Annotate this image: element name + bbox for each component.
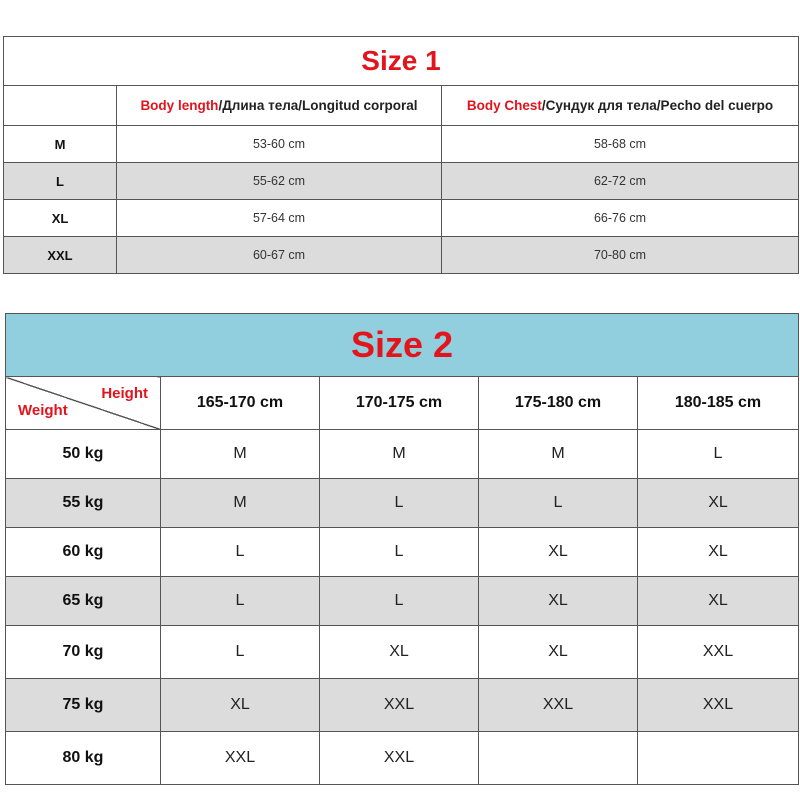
body-chest-value: 58-68 cm <box>442 126 799 163</box>
body-chest-value: 66-76 cm <box>442 200 799 237</box>
size1-table <box>3 36 799 274</box>
size-cell: XL <box>638 479 799 528</box>
size-cell: XL <box>638 528 799 577</box>
height-header: 180-185 cm <box>638 377 799 430</box>
body-length-value: 53-60 cm <box>117 126 442 163</box>
table-row <box>4 126 799 163</box>
size-cell: XXL <box>320 679 479 732</box>
body-length-value: 55-62 cm <box>117 163 442 200</box>
height-weight-corner <box>6 377 161 430</box>
size-label: M <box>4 126 117 163</box>
weight-label: 60 kg <box>6 528 161 577</box>
size-cell: L <box>161 528 320 577</box>
table-row <box>6 577 799 626</box>
size-label: XL <box>4 200 117 237</box>
table-row <box>6 528 799 577</box>
size-cell: M <box>479 430 638 479</box>
size1-title: Size 1 <box>4 37 799 86</box>
length-label-en: Body length <box>140 98 219 113</box>
size-cell: M <box>161 430 320 479</box>
height-header: 175-180 cm <box>479 377 638 430</box>
size-cell: M <box>161 479 320 528</box>
size-cell: XXL <box>479 679 638 732</box>
size-label: L <box>4 163 117 200</box>
size1-header-length <box>117 86 442 126</box>
table-row <box>6 430 799 479</box>
length-label-translations: /Длина тела/Longitud corporal <box>218 98 418 113</box>
size2-title: Size 2 <box>6 314 799 377</box>
height-header: 170-175 cm <box>320 377 479 430</box>
size-cell: XL <box>161 679 320 732</box>
size-cell: XXL <box>638 679 799 732</box>
table-row <box>6 479 799 528</box>
size-cell: XL <box>479 528 638 577</box>
size-cell: XXL <box>161 732 320 785</box>
weight-label: 55 kg <box>6 479 161 528</box>
table-row <box>4 237 799 274</box>
size-cell: XL <box>479 577 638 626</box>
weight-label: 50 kg <box>6 430 161 479</box>
weight-axis-label: Weight <box>18 402 68 419</box>
weight-label: 75 kg <box>6 679 161 732</box>
size-cell: L <box>479 479 638 528</box>
body-chest-value: 62-72 cm <box>442 163 799 200</box>
chest-label-en: Body Chest <box>466 98 542 113</box>
size-cell: L <box>638 430 799 479</box>
weight-label: 70 kg <box>6 626 161 679</box>
table-row <box>6 626 799 679</box>
table-row <box>4 163 799 200</box>
size-cell: XXL <box>320 732 479 785</box>
size-cell: XXL <box>638 626 799 679</box>
table-row <box>6 679 799 732</box>
size-cell <box>638 732 799 785</box>
weight-label: 65 kg <box>6 577 161 626</box>
body-chest-value: 70-80 cm <box>442 237 799 274</box>
size2-table <box>5 313 799 785</box>
size-cell: L <box>320 577 479 626</box>
body-length-value: 60-67 cm <box>117 237 442 274</box>
table-row <box>4 200 799 237</box>
size-cell: M <box>320 430 479 479</box>
size-cell: XL <box>320 626 479 679</box>
height-header: 165-170 cm <box>161 377 320 430</box>
weight-label: 80 kg <box>6 732 161 785</box>
body-length-value: 57-64 cm <box>117 200 442 237</box>
size1-corner-cell <box>4 86 117 126</box>
chest-label-translations: /Сундук для тела/Pecho del cuerpo <box>541 98 774 113</box>
size-cell: XL <box>479 626 638 679</box>
height-axis-label: Height <box>101 385 148 402</box>
size-cell: L <box>161 626 320 679</box>
size1-header-chest <box>442 86 799 126</box>
size-cell: XL <box>638 577 799 626</box>
table-row <box>6 732 799 785</box>
size-cell: L <box>320 479 479 528</box>
size-cell <box>479 732 638 785</box>
size-cell: L <box>320 528 479 577</box>
size-cell: L <box>161 577 320 626</box>
size-label: XXL <box>4 237 117 274</box>
